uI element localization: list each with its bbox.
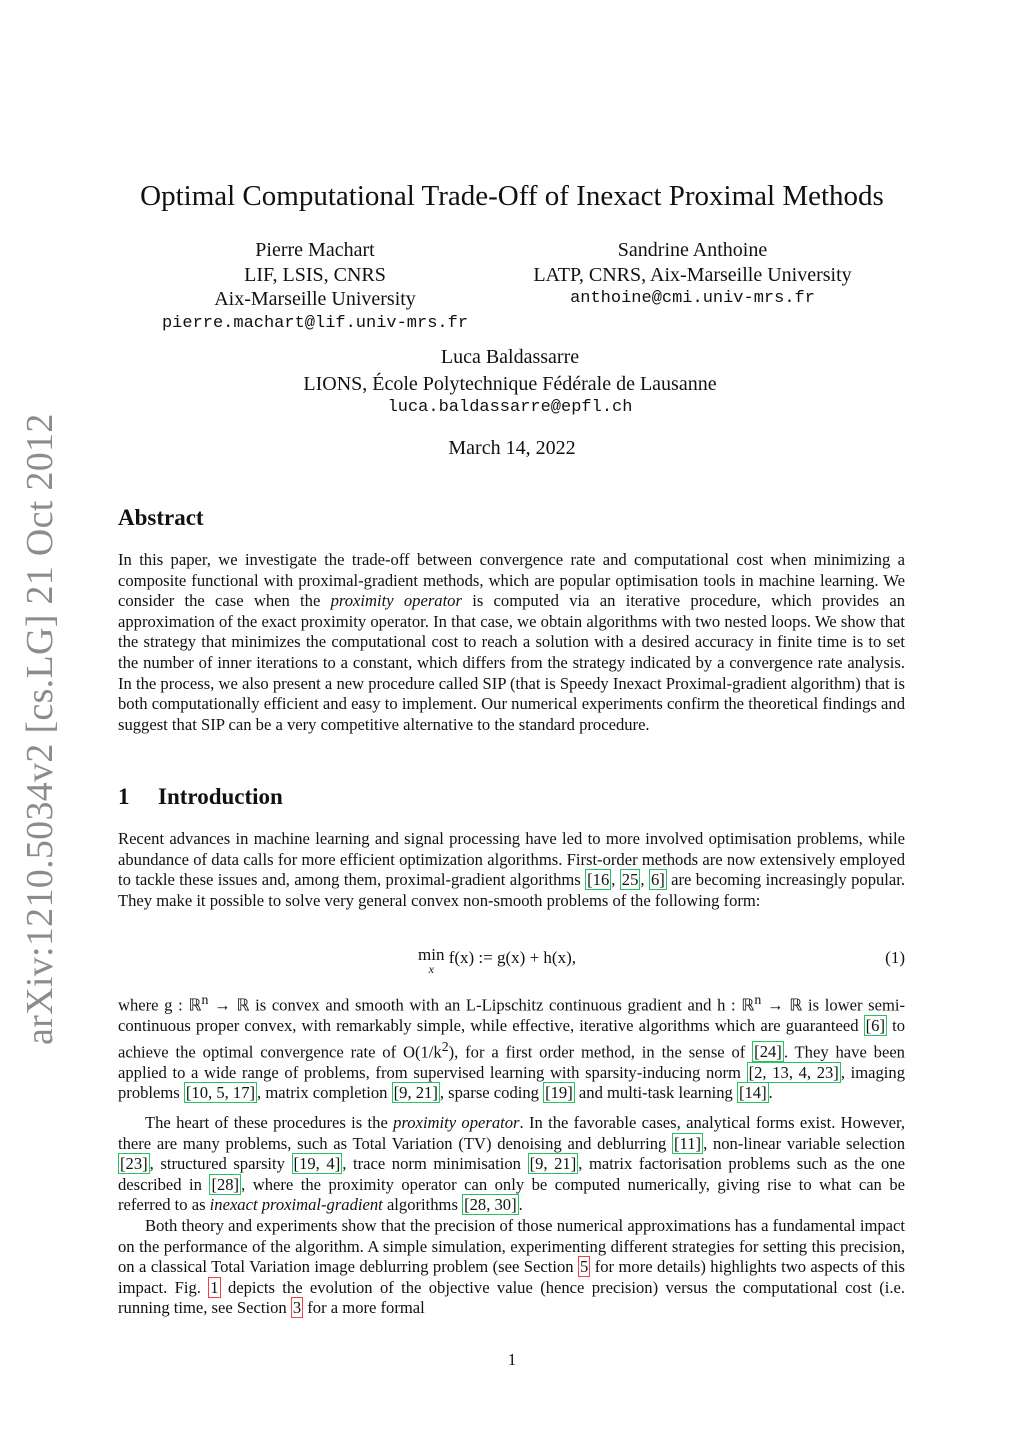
author-name: Pierre Machart xyxy=(255,239,375,261)
author-name: Sandrine Anthoine xyxy=(617,239,768,261)
citation-link[interactable]: [10, 5, 17] xyxy=(185,1083,256,1103)
citation-link[interactable]: [9, 21] xyxy=(393,1083,438,1103)
citation-link[interactable]: [24] xyxy=(754,1042,782,1062)
citation-link[interactable]: [19] xyxy=(545,1083,573,1103)
figure-link[interactable]: 1 xyxy=(210,1277,219,1297)
citation-link[interactable]: [6] xyxy=(865,1016,885,1036)
author-email[interactable]: anthoine@cmi.univ-mrs.fr xyxy=(570,289,815,308)
paragraph: where g : ℝ$^n$ → ℝ is convex and smooth with an L-Lipschitz continuous gradient and h : ℝ$^n$ → ℝ is lower semi-continuous proper convex, with remarkably simple, while effective, iterative algorithms which are guaranteed [6] to achieve the optimal convergence rate of $O(1/k^2)$, for a first order method, in the sense of [24] . They have been applied to a wide range of problems, from supervised learning with sparsity-inducing norm [2, 13, 4, 23] , imaging problems [10, 5, 17] , matrix completion [9, 21] , sparse coding [19] and multi-task learning [14] . xyxy=(118,992,905,1103)
paragraph: Both theory and experiments show that the precision of those numerical approximations has a fundamental impact on the performance of the algorithm. A simple simulation, experimenting different strategies for setting this precision, on a classical Total Variation image deblurring problem (see Section 5 for more details) highlights two aspects of this impact. Fig. 1 depicts the evolution of the objective value (hence precision) versus the computational cost (i.e. running time, see Section 3 for a more formal xyxy=(118,1216,906,1318)
arxiv-identifier: arXiv:1210.5034v2 [cs.LG] 21 Oct 2012 xyxy=(19,413,61,1045)
citation-link[interactable]: [28] xyxy=(211,1174,240,1194)
equation-number: (1) xyxy=(885,948,905,967)
citation-link[interactable]: [23] xyxy=(120,1154,148,1174)
paper-title: Optimal Computational Trade-Off of Inexact Proximal Methods xyxy=(140,180,884,212)
author-affiliation: LIONS, École Polytechnique Fédérale de Lausanne xyxy=(303,372,717,395)
author-affiliation: Aix-Marseille University xyxy=(214,288,416,310)
citation-link[interactable]: [19, 4] xyxy=(293,1154,341,1174)
citation-link[interactable]: [11] xyxy=(674,1133,702,1153)
author-block xyxy=(200,345,820,421)
author-email[interactable]: pierre.machart@lif.univ-mrs.fr xyxy=(161,313,469,333)
citation-link[interactable]: [16 xyxy=(587,870,610,890)
section-link[interactable]: 5 xyxy=(580,1257,589,1277)
author-affiliation: LATP, CNRS, Aix-Marseille University xyxy=(533,263,852,286)
paragraph: The heart of these procedures is the proximity operator. In the favorable cases, analytical forms exist. However, there are many problems, such as Total Variation (TV) denoising and deblurring [11] , non-linear variable selection [23] , structured sparsity [19, 4] , trace norm minimisation [9, 21] , matrix factorisation problems such as the one described in [28] , where the proximity operator can only be computed numerically, giving rise to what can be referred to as inexact proximal-gradient algorithms [28, 30] . xyxy=(118,1113,905,1215)
citation-link[interactable]: 25 xyxy=(621,870,639,890)
section-link[interactable]: 3 xyxy=(292,1298,302,1318)
paper-date: March 14, 2022 xyxy=(448,437,576,459)
citation-link[interactable]: [9, 21] xyxy=(529,1154,577,1174)
author-block xyxy=(505,238,880,312)
section-heading xyxy=(118,784,283,810)
author-name: Luca Baldassarre xyxy=(440,346,580,368)
author-block xyxy=(130,238,500,336)
citation-link[interactable]: [28, 30] xyxy=(464,1195,517,1215)
abstract-heading: Abstract xyxy=(118,505,204,530)
abstract-body: In this paper, we investigate the trade-off between convergence rate and computational cost when minimizing a composite functional with proximal-gradient methods, which are popular optimisation tools in machine learning. We consider the case when the proximity operator is computed via an iterative procedure, which provides an approximation of the exact proximity operator. In that case, we obtain algorithms with two nested loops. We show that the strategy that minimizes the computational cost to reach a solution with a desired accuracy in finite time is to set the number of inner iterations to a constant, which differs from the strategy indicated by a convergence rate analysis. In the process, we also present a new procedure called SIP (that is Speedy Inexact Proximal-gradient algorithm) that is both computationally efficient and easy to implement. Our numerical experiments confirm the theoretical findings and suggest that SIP can be a very competitive alternative to the standard procedure. xyxy=(118,550,905,734)
author-affiliation: LIF, LSIS, CNRS xyxy=(244,263,386,286)
equation-body: f(x) := g(x) + h(x), xyxy=(448,948,576,967)
section-title: Introduction xyxy=(158,784,283,809)
citation-link[interactable]: [2, 13, 4, 23] xyxy=(748,1062,839,1082)
citation-link[interactable]: [14] xyxy=(738,1083,767,1103)
author-email[interactable]: luca.baldassarre@epfl.ch xyxy=(387,398,633,417)
citation-link[interactable]: 6] xyxy=(650,870,665,890)
equation: min x f(x) := g(x) + h(x), (1) xyxy=(418,945,905,976)
paragraph: Recent advances in machine learning and signal processing have led to more involved optimisation problems, while abundance of data calls for more efficient optimization algorithms. First-order methods are now extensively employed to tackle these issues and, among them, proximal-gradient algorithms [16 , 25 , 6] are becoming increasingly popular. They make it possible to solve very general convex non-smooth problems of the following form: xyxy=(118,829,906,910)
page-number: 1 xyxy=(507,1350,517,1369)
section-number: 1 xyxy=(118,784,130,809)
